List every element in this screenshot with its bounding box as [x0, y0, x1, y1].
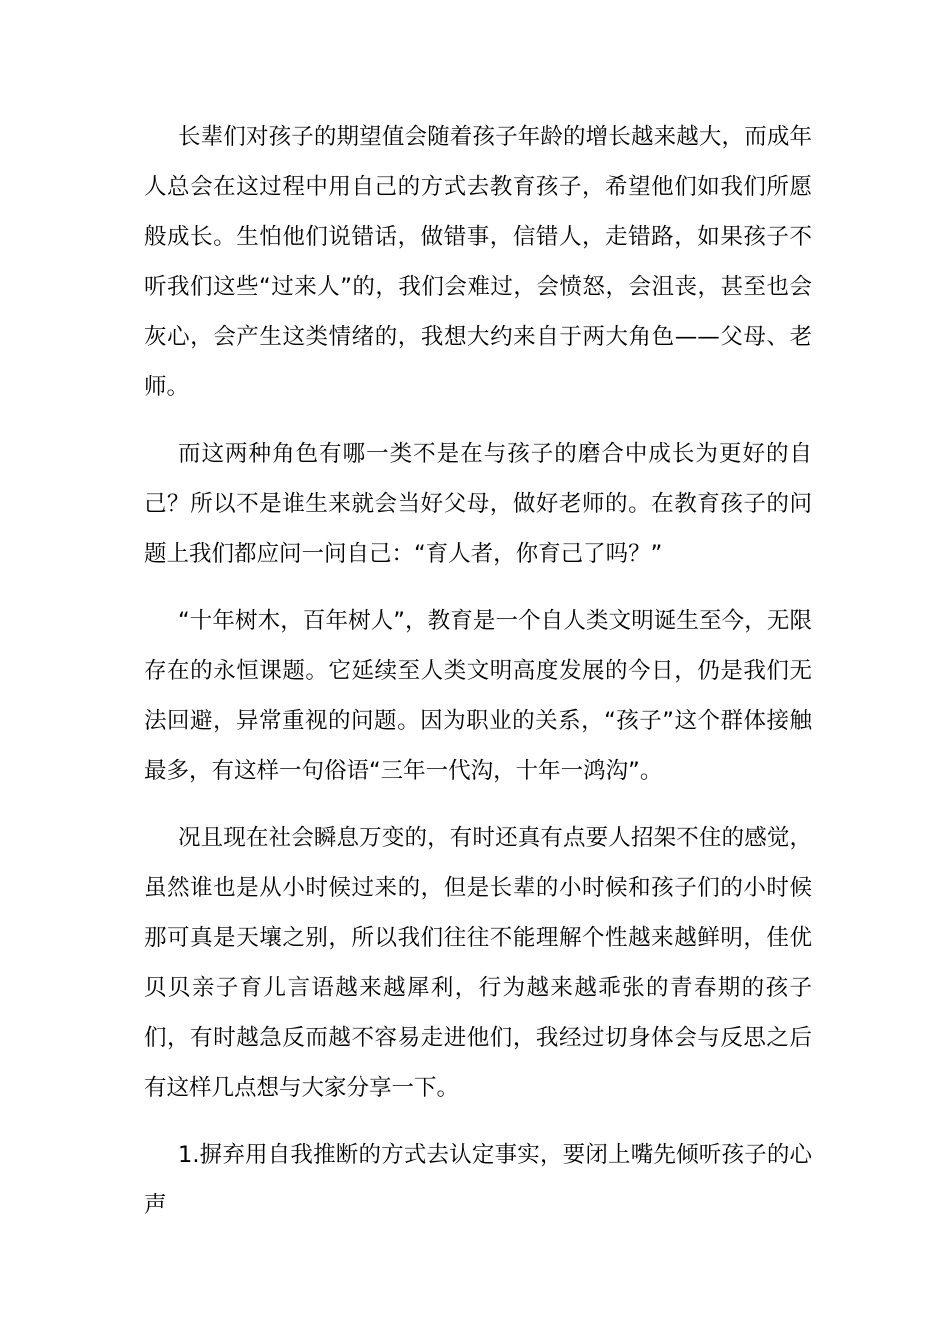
document-body — [144, 112, 812, 1247]
paragraph-3: “十年树木，百年树人”，教育是一个自人类文明诞生至今，无限存在的永恒课题。它延续至人类文明高度发展的今日，仍是我们无法回避，异常重视的问题。因为职业的关系，“孩子”这个群体接触最多，有这样一句俗语“三年一代沟，十年一鸿沟”。 — [144, 608, 812, 784]
paragraph-2: 而这两种角色有哪一类不是在与孩子的磨合中成长为更好的自己？所以不是谁生来就会当好父母，做好老师的。在教育孩子的问题上我们都应问一问自己：“育人者，你育己了吗？” — [144, 441, 812, 567]
paragraph-5-heading: 1.摒弃用自我推断的方式去认定事实，要闭上嘴先倾听孩子的心声 — [144, 1142, 812, 1218]
paragraph-4: 况且现在社会瞬息万变的，有时还真有点要人招架不住的感觉，虽然谁也是从小时候过来的，但是长辈的小时候和孩子们的小时候那可真是天壤之别，所以我们往往不能理解个性越来越鲜明，佳优贝贝亲子育儿言语越来越犀利，行为越来越乖张的青春期的孩子们，有时越急反而越不容易走进他们，我经过切身体会与反思之后有这样几点想与大家分享一下。 — [144, 825, 812, 1101]
paragraph-1: 长辈们对孩子的期望值会随着孩子年龄的增长越来越大，而成年人总会在这过程中用自己的方式去教育孩子，希望他们如我们所愿般成长。生怕他们说错话，做错事，信错人，走错路，如果孩子不听我们这些“过来人”的，我们会难过，会愤怒，会沮丧，甚至也会灰心，会产生这类情绪的，我想大约来自于两大角色——父母、老师。 — [144, 124, 812, 400]
